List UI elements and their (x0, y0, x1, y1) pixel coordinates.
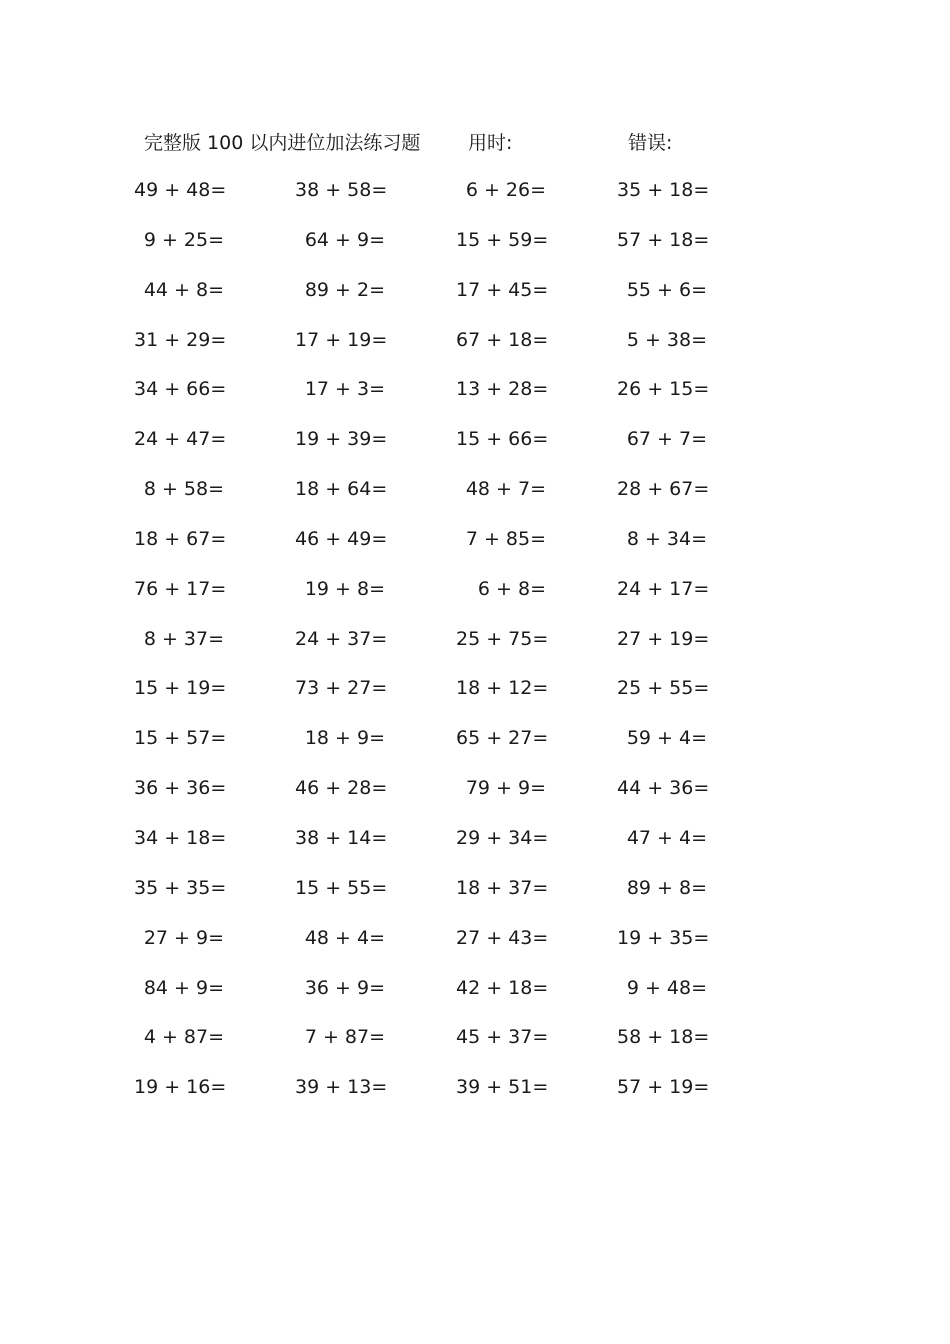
problem-row (0, 474, 950, 524)
addition-problem: 44 + 8= (143, 278, 224, 301)
addition-problem: 42 + 18= (456, 976, 549, 999)
addition-problem: 6 + 8= (477, 577, 546, 600)
addition-problem: 48 + 7= (465, 478, 546, 501)
addition-problem: 44 + 36= (617, 777, 710, 800)
problem-row (0, 624, 950, 674)
addition-problem: 57 + 19= (617, 1076, 710, 1099)
addition-problem: 45 + 37= (456, 1026, 549, 1049)
addition-problem: 35 + 18= (617, 179, 710, 201)
addition-problem: 57 + 18= (617, 228, 710, 251)
problem-row (0, 175, 950, 225)
addition-problem: 7 + 87= (304, 1026, 385, 1049)
addition-problem: 26 + 15= (617, 378, 710, 401)
problem-row (0, 923, 950, 973)
addition-problem: 17 + 45= (456, 278, 549, 301)
problem-row (0, 823, 950, 873)
addition-problem: 24 + 37= (295, 627, 388, 650)
addition-problem: 76 + 17= (134, 577, 227, 600)
addition-problem: 36 + 36= (134, 777, 227, 800)
addition-problem: 19 + 8= (304, 577, 385, 600)
problem-row (0, 275, 950, 325)
addition-problem: 55 + 6= (626, 278, 707, 301)
addition-problem: 25 + 75= (456, 627, 549, 650)
problem-row (0, 574, 950, 624)
addition-problem: 15 + 59= (456, 228, 549, 251)
addition-problem: 58 + 18= (617, 1026, 710, 1049)
problem-row (0, 723, 950, 773)
addition-problem: 18 + 64= (295, 478, 388, 501)
addition-problem: 6 + 26= (465, 179, 546, 201)
addition-problem: 8 + 34= (626, 527, 707, 550)
problem-row (0, 1072, 950, 1122)
problem-row (0, 1022, 950, 1072)
addition-problem: 9 + 25= (143, 228, 224, 251)
addition-problem: 79 + 9= (465, 777, 546, 800)
addition-problem: 64 + 9= (304, 228, 385, 251)
addition-problem: 27 + 19= (617, 627, 710, 650)
addition-problem: 27 + 9= (143, 926, 224, 949)
addition-problem: 19 + 16= (134, 1076, 227, 1099)
addition-problem: 84 + 9= (143, 976, 224, 999)
addition-problem: 24 + 17= (617, 577, 710, 600)
addition-problem: 19 + 35= (617, 926, 710, 949)
addition-problem: 8 + 37= (143, 627, 224, 650)
addition-problem: 15 + 19= (134, 677, 227, 700)
addition-problem: 34 + 66= (134, 378, 227, 401)
addition-problem: 46 + 28= (295, 777, 388, 800)
addition-problem: 18 + 9= (304, 727, 385, 750)
addition-problem: 19 + 39= (295, 428, 388, 451)
addition-problem: 89 + 8= (626, 876, 707, 899)
addition-problem: 38 + 58= (295, 179, 388, 201)
problem-row (0, 424, 950, 474)
problem-row (0, 873, 950, 923)
addition-problem: 24 + 47= (134, 428, 227, 451)
worksheet-header (0, 128, 950, 158)
addition-problem: 59 + 4= (626, 727, 707, 750)
addition-problem: 73 + 27= (295, 677, 388, 700)
addition-problem: 89 + 2= (304, 278, 385, 301)
addition-problem: 38 + 14= (295, 826, 388, 849)
addition-problem: 47 + 4= (626, 826, 707, 849)
addition-problem: 67 + 7= (626, 428, 707, 451)
problem-row (0, 773, 950, 823)
addition-problem: 31 + 29= (134, 328, 227, 351)
addition-problem: 18 + 12= (456, 677, 549, 700)
addition-problem: 28 + 67= (617, 478, 710, 501)
addition-problem: 49 + 48= (134, 179, 227, 201)
addition-problem: 29 + 34= (456, 826, 549, 849)
addition-problem: 17 + 19= (295, 328, 388, 351)
addition-problem: 18 + 67= (134, 527, 227, 550)
addition-problem: 4 + 87= (143, 1026, 224, 1049)
problem-row (0, 225, 950, 275)
problem-row (0, 673, 950, 723)
addition-problem: 9 + 48= (626, 976, 707, 999)
addition-problem: 17 + 3= (304, 378, 385, 401)
problem-grid (0, 175, 950, 1122)
problem-row (0, 325, 950, 375)
addition-problem: 48 + 4= (304, 926, 385, 949)
addition-problem: 15 + 66= (456, 428, 549, 451)
addition-problem: 15 + 57= (134, 727, 227, 750)
addition-problem: 15 + 55= (295, 876, 388, 899)
addition-problem: 13 + 28= (456, 378, 549, 401)
addition-problem: 35 + 35= (134, 876, 227, 899)
addition-problem: 39 + 51= (456, 1076, 549, 1099)
addition-problem: 27 + 43= (456, 926, 549, 949)
error-label: 错误: (628, 132, 673, 154)
problem-row (0, 524, 950, 574)
addition-problem: 65 + 27= (456, 727, 549, 750)
addition-problem: 18 + 37= (456, 876, 549, 899)
addition-problem: 34 + 18= (134, 826, 227, 849)
addition-problem: 25 + 55= (617, 677, 710, 700)
addition-problem: 46 + 49= (295, 527, 388, 550)
addition-problem: 39 + 13= (295, 1076, 388, 1099)
addition-problem: 36 + 9= (304, 976, 385, 999)
worksheet-title: 完整版 100 以内进位加法练习题 (144, 132, 421, 154)
problem-row (0, 973, 950, 1023)
addition-problem: 5 + 38= (626, 328, 707, 351)
addition-problem: 7 + 85= (465, 527, 546, 550)
problem-row (0, 374, 950, 424)
addition-problem: 8 + 58= (143, 478, 224, 501)
addition-problem: 67 + 18= (456, 328, 549, 351)
time-label: 用时: (468, 132, 513, 154)
